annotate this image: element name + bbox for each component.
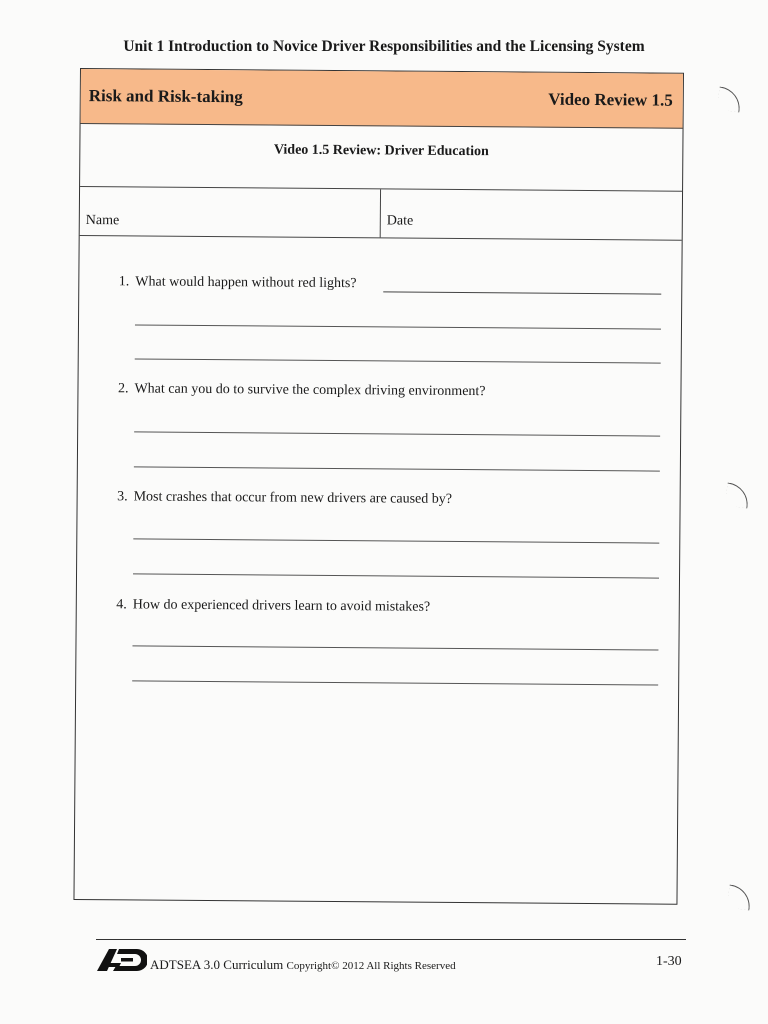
answer-line[interactable] <box>134 431 660 436</box>
hole-punch-mark <box>727 885 753 911</box>
worksheet-subtitle-row <box>80 124 682 192</box>
date-label: Date <box>386 213 414 229</box>
answer-line[interactable] <box>135 358 661 363</box>
copyright-text: Copyright© 2012 All Rights Reserved <box>286 960 456 972</box>
question-text: Most crashes that occur from new drivers are caused by? <box>133 489 453 507</box>
footer-text <box>150 957 456 973</box>
worksheet-frame <box>73 68 684 905</box>
page-header: Unit 1 Introduction to Novice Driver Responsibilities and the Licensing System <box>123 38 645 55</box>
answer-line[interactable] <box>132 680 658 685</box>
question-text: How do experienced drivers learn to avoid mistakes? <box>132 597 431 615</box>
answer-line[interactable] <box>133 573 659 578</box>
question-4 <box>77 597 681 615</box>
answer-line[interactable] <box>133 538 659 543</box>
question-2 <box>79 381 683 400</box>
name-label: Name <box>85 213 120 229</box>
name-date-row <box>80 187 682 241</box>
question-text: What would happen without red lights? <box>135 274 357 292</box>
answer-line[interactable] <box>134 466 660 471</box>
section-banner <box>81 69 683 129</box>
question-number: 3. <box>117 489 128 505</box>
page-number: 1-30 <box>656 954 682 969</box>
question-text: What can you do to survive the complex driving environment? <box>134 381 486 400</box>
section-title: Risk and Risk-taking <box>88 86 243 107</box>
hole-punch-mark <box>725 483 751 509</box>
adtsea-logo-icon <box>97 947 147 971</box>
question-number: 4. <box>116 597 127 613</box>
hole-punch-mark <box>717 87 743 113</box>
answer-line[interactable] <box>132 645 658 650</box>
question-3 <box>78 489 682 507</box>
question-1 <box>79 274 683 292</box>
curriculum-label: ADTSEA 3.0 Curriculum <box>150 957 284 972</box>
answer-line[interactable] <box>383 291 661 294</box>
name-field[interactable] <box>80 187 381 237</box>
footer-divider <box>96 939 686 940</box>
question-number: 2. <box>117 381 129 397</box>
date-field[interactable] <box>381 189 682 239</box>
question-number: 1. <box>118 274 130 290</box>
answer-line[interactable] <box>135 324 661 329</box>
video-review-label: Video Review 1.5 <box>548 89 673 110</box>
worksheet-subtitle: Video 1.5 Review: Driver Education <box>273 142 489 160</box>
